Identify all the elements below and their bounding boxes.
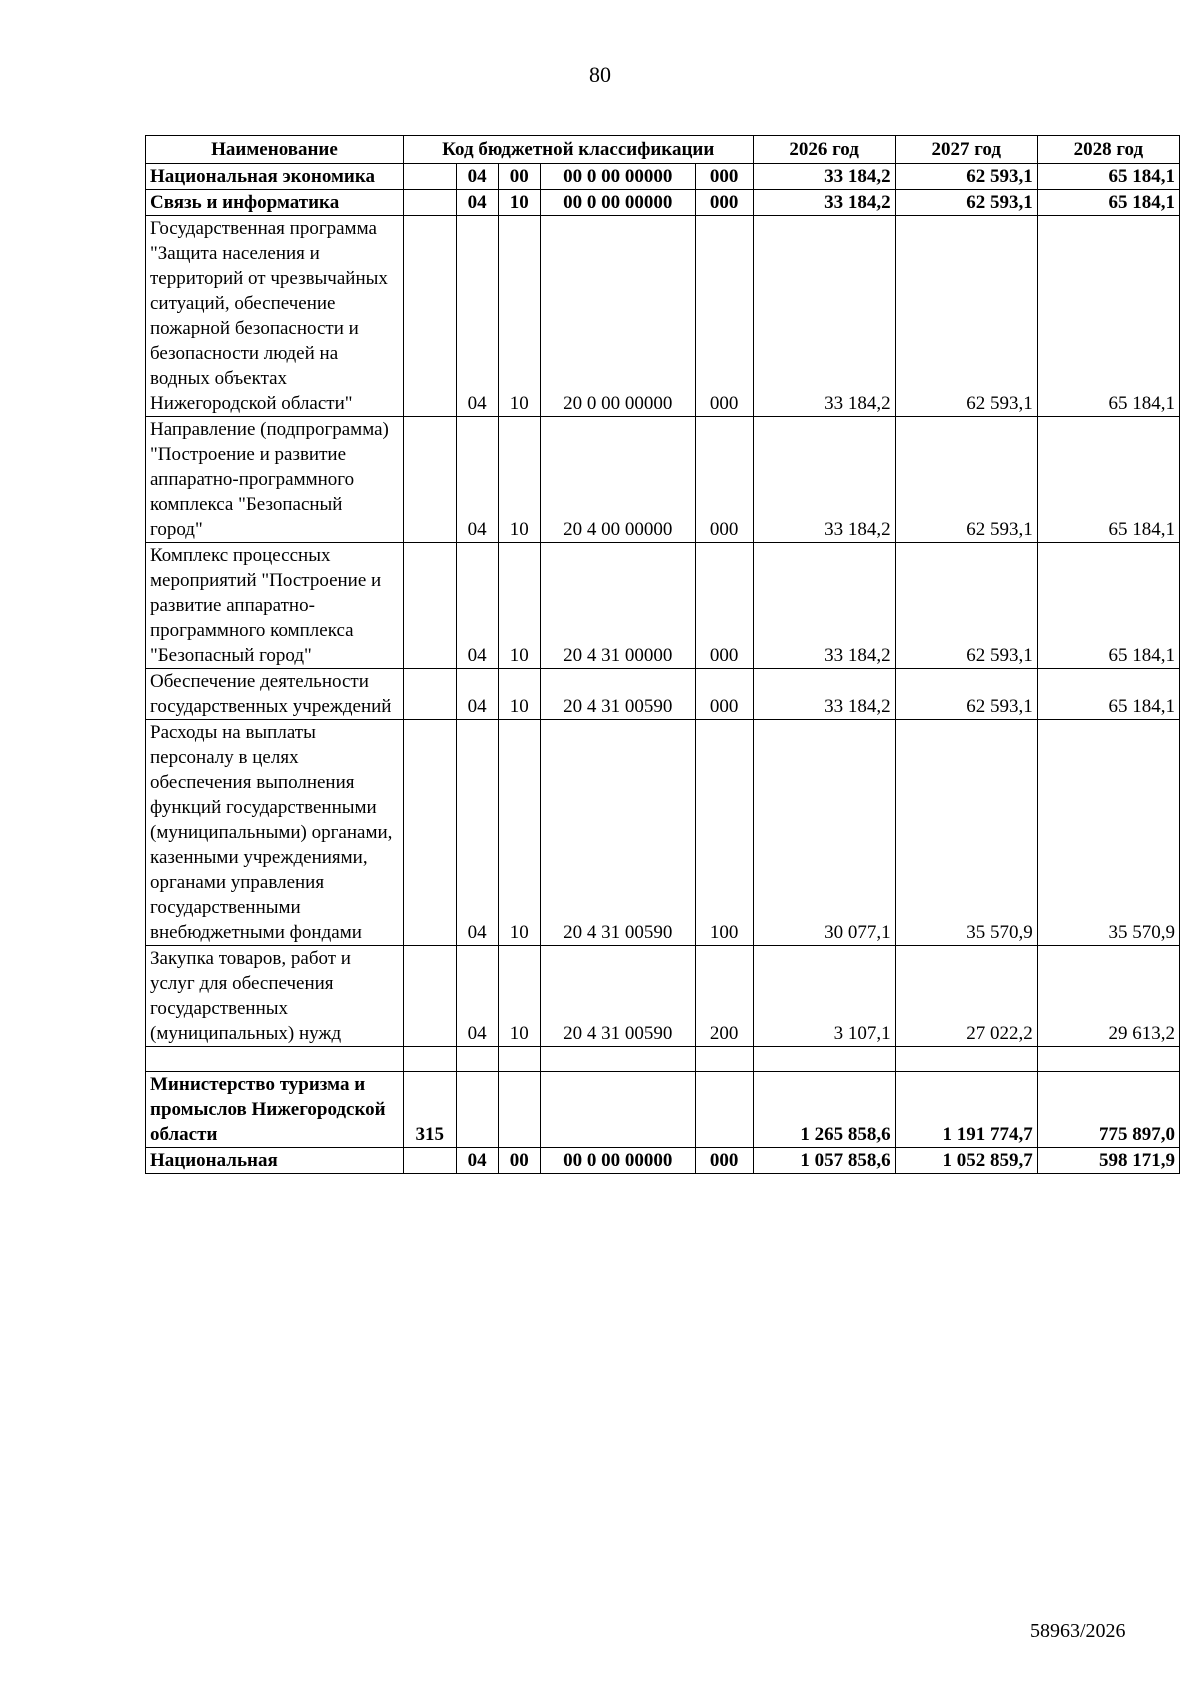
code-target: 00 0 00 00000 — [540, 190, 695, 216]
code-ministry — [403, 1047, 456, 1072]
code-ministry — [403, 1148, 456, 1174]
amount-2028: 598 171,9 — [1037, 1148, 1179, 1174]
code-section — [456, 1072, 498, 1148]
code-subsection — [498, 1047, 540, 1072]
code-expense-type: 000 — [695, 190, 753, 216]
header-2026: 2026 год — [753, 136, 895, 164]
amount-2028: 65 184,1 — [1037, 417, 1179, 543]
header-2027: 2027 год — [895, 136, 1037, 164]
code-section: 04 — [456, 164, 498, 190]
row-name: Национальная — [146, 1148, 404, 1174]
code-target: 20 4 31 00590 — [540, 669, 695, 720]
row-name: Закупка товаров, работ и услуг для обеспечения государственных (муниципальных) нужд — [146, 946, 404, 1047]
code-subsection: 10 — [498, 190, 540, 216]
amount-2028 — [1037, 1047, 1179, 1072]
code-target: 20 4 00 00000 — [540, 417, 695, 543]
header-code: Код бюджетной классификации — [403, 136, 753, 164]
table-row — [146, 1072, 1180, 1148]
code-target — [540, 1047, 695, 1072]
code-ministry — [403, 164, 456, 190]
code-ministry: 315 — [403, 1072, 456, 1148]
amount-2027: 1 052 859,7 — [895, 1148, 1037, 1174]
code-target — [540, 1072, 695, 1148]
table-row — [146, 1148, 1180, 1174]
row-name: Комплекс процессных мероприятий "Построение и развитие аппаратно-программного комплекса "Безопасный город" — [146, 543, 404, 669]
code-target: 20 0 00 00000 — [540, 216, 695, 417]
amount-2028: 65 184,1 — [1037, 216, 1179, 417]
amount-2028: 65 184,1 — [1037, 543, 1179, 669]
code-ministry — [403, 543, 456, 669]
code-target: 00 0 00 00000 — [540, 1148, 695, 1174]
code-subsection: 00 — [498, 1148, 540, 1174]
row-name: Расходы на выплаты персоналу в целях обеспечения выполнения функций государственными (муниципальными) органами, казенными учреждениями, органами управления государственными внебюджетными фондами — [146, 720, 404, 946]
header-name: Наименование — [146, 136, 404, 164]
amount-2026: 33 184,2 — [753, 164, 895, 190]
row-name: Направление (подпрограмма) "Построение и развитие аппаратно-программного комплекса "Безопасный город" — [146, 417, 404, 543]
code-subsection — [498, 1072, 540, 1148]
table-row — [146, 190, 1180, 216]
amount-2026: 1 265 858,6 — [753, 1072, 895, 1148]
code-subsection: 10 — [498, 543, 540, 669]
amount-2028: 65 184,1 — [1037, 164, 1179, 190]
amount-2028: 65 184,1 — [1037, 190, 1179, 216]
page-number: 80 — [589, 62, 611, 87]
code-section: 04 — [456, 190, 498, 216]
row-name: Связь и информатика — [146, 190, 404, 216]
code-expense-type: 000 — [695, 417, 753, 543]
code-subsection: 10 — [498, 946, 540, 1047]
code-expense-type: 000 — [695, 216, 753, 417]
code-section: 04 — [456, 1148, 498, 1174]
code-ministry — [403, 216, 456, 417]
table-row — [146, 417, 1180, 543]
row-name: Обеспечение деятельности государственных учреждений — [146, 669, 404, 720]
amount-2027: 62 593,1 — [895, 164, 1037, 190]
code-section: 04 — [456, 543, 498, 669]
amount-2027: 35 570,9 — [895, 720, 1037, 946]
amount-2027: 62 593,1 — [895, 417, 1037, 543]
code-ministry — [403, 190, 456, 216]
table-row — [146, 216, 1180, 417]
amount-2027: 27 022,2 — [895, 946, 1037, 1047]
table-row — [146, 164, 1180, 190]
amount-2028: 65 184,1 — [1037, 669, 1179, 720]
amount-2026: 33 184,2 — [753, 669, 895, 720]
amount-2026 — [753, 1047, 895, 1072]
code-section: 04 — [456, 417, 498, 543]
amount-2026: 33 184,2 — [753, 543, 895, 669]
header-2028: 2028 год — [1037, 136, 1179, 164]
table-row — [146, 669, 1180, 720]
amount-2026: 33 184,2 — [753, 216, 895, 417]
code-ministry — [403, 946, 456, 1047]
row-name: Национальная экономика — [146, 164, 404, 190]
code-expense-type: 000 — [695, 164, 753, 190]
amount-2028: 775 897,0 — [1037, 1072, 1179, 1148]
amount-2026: 33 184,2 — [753, 417, 895, 543]
table-header-row — [146, 136, 1180, 164]
amount-2026: 30 077,1 — [753, 720, 895, 946]
code-subsection: 10 — [498, 417, 540, 543]
code-expense-type: 000 — [695, 1148, 753, 1174]
code-expense-type: 200 — [695, 946, 753, 1047]
amount-2027: 62 593,1 — [895, 543, 1037, 669]
code-expense-type: 000 — [695, 543, 753, 669]
document-id: 58963/2026 — [1030, 1620, 1126, 1642]
row-name — [146, 1047, 404, 1072]
spacer-row — [146, 1047, 1180, 1072]
amount-2027: 62 593,1 — [895, 190, 1037, 216]
code-expense-type — [695, 1072, 753, 1148]
code-subsection: 00 — [498, 164, 540, 190]
code-ministry — [403, 417, 456, 543]
code-target: 20 4 31 00590 — [540, 720, 695, 946]
code-section: 04 — [456, 946, 498, 1047]
amount-2027: 62 593,1 — [895, 669, 1037, 720]
table-body — [146, 164, 1180, 1174]
code-expense-type: 100 — [695, 720, 753, 946]
code-section: 04 — [456, 216, 498, 417]
amount-2027: 62 593,1 — [895, 216, 1037, 417]
amount-2027 — [895, 1047, 1037, 1072]
code-target: 20 4 31 00000 — [540, 543, 695, 669]
table-row — [146, 946, 1180, 1047]
row-name: Министерство туризма и промыслов Нижегородской области — [146, 1072, 404, 1148]
code-expense-type: 000 — [695, 669, 753, 720]
amount-2028: 35 570,9 — [1037, 720, 1179, 946]
code-subsection: 10 — [498, 669, 540, 720]
amount-2026: 3 107,1 — [753, 946, 895, 1047]
budget-table — [145, 135, 1180, 1174]
amount-2026: 33 184,2 — [753, 190, 895, 216]
row-name: Государственная программа "Защита населения и территорий от чрезвычайных ситуаций, обеспечение пожарной безопасности и безопасности людей на водных объектах Нижегородской области" — [146, 216, 404, 417]
code-ministry — [403, 720, 456, 946]
code-expense-type — [695, 1047, 753, 1072]
code-section — [456, 1047, 498, 1072]
code-target: 20 4 31 00590 — [540, 946, 695, 1047]
table-row — [146, 720, 1180, 946]
amount-2027: 1 191 774,7 — [895, 1072, 1037, 1148]
code-ministry — [403, 669, 456, 720]
code-subsection: 10 — [498, 216, 540, 417]
code-section: 04 — [456, 720, 498, 946]
code-section: 04 — [456, 669, 498, 720]
code-subsection: 10 — [498, 720, 540, 946]
amount-2026: 1 057 858,6 — [753, 1148, 895, 1174]
code-target: 00 0 00 00000 — [540, 164, 695, 190]
table-row — [146, 543, 1180, 669]
amount-2028: 29 613,2 — [1037, 946, 1179, 1047]
